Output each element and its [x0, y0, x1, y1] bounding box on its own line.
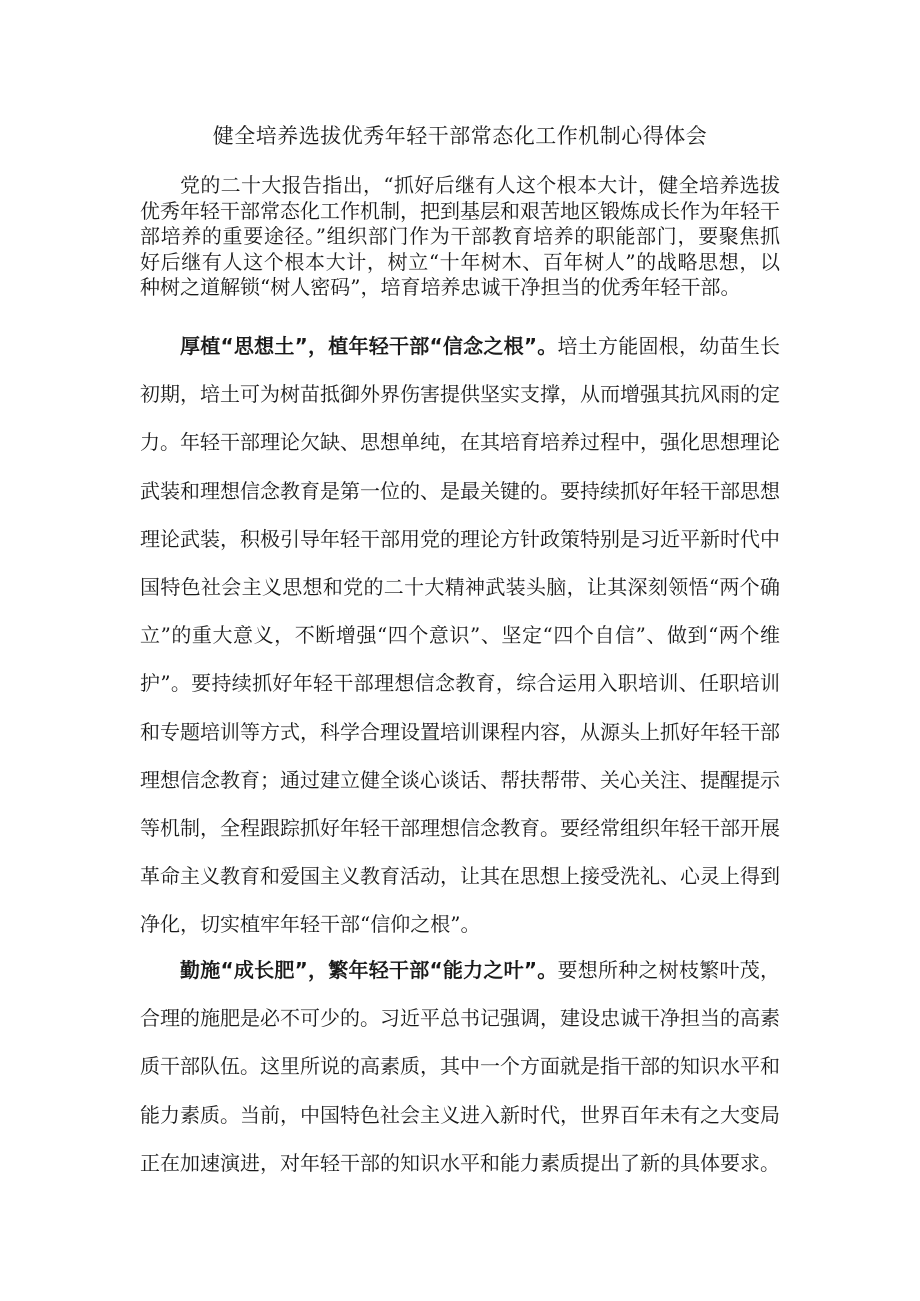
paragraph-intro: [140, 173, 780, 301]
paragraph-thought-soil: [140, 322, 780, 949]
paragraph-lead: 勤施“成长肥”，繁年轻干部“能力之叶”。: [180, 958, 558, 982]
paragraph-lead: 厚植“思想土”，植年轻干部“信念之根”。: [180, 334, 558, 358]
paragraph-text: 培土方能固根，幼苗生长初期，培土可为树苗抵御外界伤害提供坚实支撑，从而增强其抗风雨的定力。年轻干部理论欠缺、思想单纯，在其培育培养过程中，强化思想理论武装和理想信念教育是第一位的、是最关键的。要持续抓好年轻干部思想理论武装，积极引导年轻干部用党的理论方针政策特别是习近平新时代中国特色社会主义思想和党的二十大精神武装头脑，让其深刻领悟“两个确立”的重大意义，不断增强“四个意识”、坚定“四个自信”、做到“两个维护”。要持续抓好年轻干部理想信念教育，综合运用入职培训、任职培训和专题培训等方式，科学合理设置培训课程内容，从源头上抓好年轻干部理想信念教育；通过建立健全谈心谈话、帮扶帮带、关心关注、提醒提示等机制，全程跟踪抓好年轻干部理想信念教育。要经常组织年轻干部开展革命主义教育和爱国主义教育活动，让其在思想上接受洗礼、心灵上得到净化，切实植牢年轻干部“信仰之根”。: [140, 334, 781, 937]
paragraph-growth-fertilizer: [140, 946, 780, 1187]
paragraph-text: 要想所种之树枝繁叶茂，合理的施肥是必不可少的。习近平总书记强调，建设忠诚干净担当的高素质干部队伍。这里所说的高素质，其中一个方面就是指干部的知识水平和能力素质。当前，中国特色社会主义进入新时代，世界百年未有之大变局正在加速演进，对年轻干部的知识水平和能力素质提出了新的具体要求。: [140, 958, 781, 1175]
document-title: 健全培养选拔优秀年轻干部常态化工作机制心得体会: [212, 124, 708, 148]
paragraph-text: 党的二十大报告指出，“抓好后继有人这个根本大计，健全培养选拔优秀年轻干部常态化工作机制，把到基层和艰苦地区锻炼成长作为年轻干部培养的重要途径。”组织部门作为干部教育培养的职能部门，要聚焦抓好后继有人这个根本大计，树立“十年树木、百年树人”的战略思想，以种树之道解锁“树人密码”，培育培养忠诚干净担当的优秀年轻干部。: [140, 173, 780, 299]
